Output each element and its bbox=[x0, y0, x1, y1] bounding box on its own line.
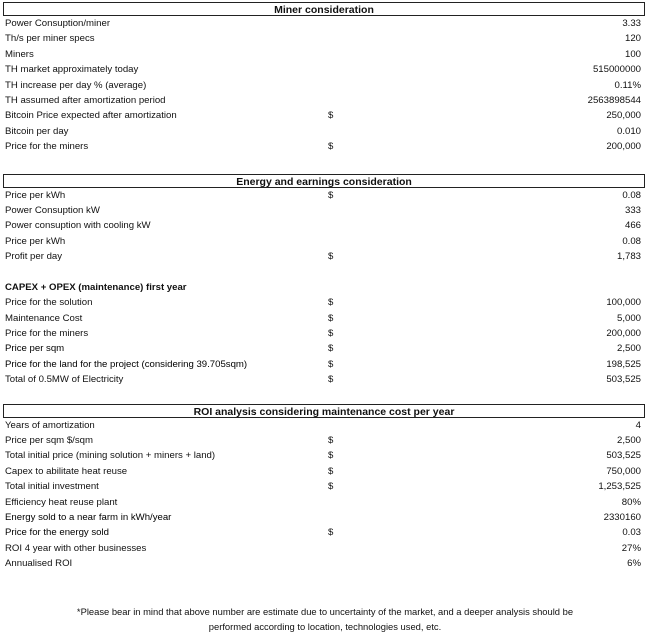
row-value: 5,000 bbox=[616, 312, 641, 324]
spreadsheet bbox=[3, 2, 645, 572]
footnote bbox=[0, 604, 650, 634]
row-value: 466 bbox=[624, 220, 641, 232]
table-row bbox=[3, 495, 645, 510]
table-row bbox=[3, 124, 645, 139]
row-value: 120 bbox=[624, 33, 641, 45]
row-label: Price for the miners bbox=[5, 328, 89, 340]
table-row bbox=[3, 418, 645, 433]
currency-symbol: $ bbox=[328, 374, 334, 386]
roi-rows bbox=[3, 418, 645, 572]
row-value: 1,783 bbox=[616, 251, 641, 263]
row-value: 4 bbox=[635, 419, 641, 431]
table-row bbox=[3, 203, 645, 218]
table-row bbox=[3, 139, 645, 154]
table-row bbox=[3, 479, 645, 494]
section-spacer bbox=[3, 388, 645, 404]
currency-symbol: $ bbox=[328, 434, 334, 446]
currency-symbol: $ bbox=[328, 358, 334, 370]
energy-rows bbox=[3, 188, 645, 388]
row-label: Power Consuption/miner bbox=[5, 18, 111, 29]
row-value: 6% bbox=[627, 558, 641, 570]
row-label: Price for the miners bbox=[5, 141, 89, 153]
row-label: Capex to abilitate heat reuse bbox=[5, 465, 128, 477]
table-row bbox=[3, 448, 645, 463]
currency-symbol: $ bbox=[328, 465, 334, 477]
row-value: 3.33 bbox=[622, 18, 641, 29]
row-value: 333 bbox=[624, 204, 641, 216]
table-row bbox=[3, 464, 645, 479]
capex-subheading: CAPEX + OPEX (maintenance) first year bbox=[5, 281, 187, 293]
table-row bbox=[3, 525, 645, 540]
row-label: Total of 0.5MW of Electricity bbox=[5, 374, 124, 386]
row-label: TH increase per day % (average) bbox=[5, 79, 147, 91]
row-value: 0.08 bbox=[622, 235, 641, 247]
footnote-line-1: *Please bear in mind that above number are estimate due to uncertainty of the market, and a deeper analysis should be bbox=[76, 606, 574, 617]
row-value: 250,000 bbox=[606, 110, 641, 122]
row-value: 198,525 bbox=[606, 358, 641, 370]
section-spacer bbox=[3, 155, 645, 174]
row-value: 27% bbox=[621, 542, 641, 554]
row-value: 100,000 bbox=[606, 297, 641, 309]
row-label: ROI 4 year with other businesses bbox=[5, 542, 147, 554]
row-label: Power Consuption kW bbox=[5, 204, 100, 216]
currency-symbol: $ bbox=[328, 297, 334, 309]
row-value: 100 bbox=[624, 48, 641, 60]
row-value: 0.08 bbox=[622, 189, 641, 201]
table-row bbox=[3, 341, 645, 356]
row-value: 2,500 bbox=[616, 343, 641, 355]
row-label: Total initial price (mining solution + miners + land) bbox=[5, 450, 216, 462]
row-label: Th/s per miner specs bbox=[5, 33, 95, 45]
currency-symbol: $ bbox=[328, 110, 334, 122]
row-value: 0.010 bbox=[616, 125, 641, 137]
table-row bbox=[3, 311, 645, 326]
row-label: Annualised ROI bbox=[5, 558, 73, 570]
table-row bbox=[3, 326, 645, 341]
row-value: 2,500 bbox=[616, 434, 641, 446]
row-label: Price per sqm $/sqm bbox=[5, 434, 93, 446]
empty-row bbox=[3, 264, 645, 279]
currency-symbol: $ bbox=[328, 450, 334, 462]
energy-section-title: Energy and earnings consideration bbox=[3, 174, 645, 188]
row-label: Miners bbox=[5, 48, 34, 60]
row-label: Bitcoin per day bbox=[5, 125, 69, 137]
row-label: Energy sold to a near farm in kWh/year bbox=[5, 511, 172, 523]
table-row bbox=[3, 234, 645, 249]
table-row bbox=[3, 295, 645, 310]
row-label: TH market approximately today bbox=[5, 64, 139, 76]
table-row bbox=[3, 218, 645, 233]
row-value: 0.11% bbox=[614, 79, 641, 91]
currency-symbol: $ bbox=[328, 343, 334, 355]
table-row bbox=[3, 188, 645, 203]
table-row bbox=[3, 16, 645, 31]
row-label: Price for the land for the project (considering 39.705sqm) bbox=[5, 358, 248, 370]
capex-subheading-row bbox=[3, 280, 645, 295]
row-label: Price per kWh bbox=[5, 235, 66, 247]
currency-symbol: $ bbox=[328, 481, 334, 493]
row-label: TH assumed after amortization period bbox=[5, 94, 166, 106]
table-row bbox=[3, 78, 645, 93]
currency-symbol: $ bbox=[328, 312, 334, 324]
miner-section-title: Miner consideration bbox=[3, 2, 645, 16]
row-label: Efficiency heat reuse plant bbox=[5, 496, 118, 508]
table-row bbox=[3, 433, 645, 448]
table-row bbox=[3, 108, 645, 123]
currency-symbol: $ bbox=[328, 141, 334, 153]
row-value: 80% bbox=[621, 496, 641, 508]
table-row bbox=[3, 541, 645, 556]
row-value: 2330160 bbox=[603, 511, 641, 523]
table-row bbox=[3, 556, 645, 571]
row-value: 200,000 bbox=[606, 141, 641, 153]
currency-symbol: $ bbox=[328, 328, 334, 340]
row-value: 515000000 bbox=[592, 64, 641, 76]
row-value: 200,000 bbox=[606, 328, 641, 340]
table-row bbox=[3, 372, 645, 387]
table-row bbox=[3, 62, 645, 77]
row-label: Price for the solution bbox=[5, 297, 93, 309]
row-value: 503,525 bbox=[606, 374, 641, 386]
currency-symbol: $ bbox=[328, 189, 334, 201]
row-label: Years of amortization bbox=[5, 419, 95, 431]
miner-rows bbox=[3, 16, 645, 155]
table-row bbox=[3, 93, 645, 108]
row-label: Price for the energy sold bbox=[5, 527, 109, 539]
currency-symbol: $ bbox=[328, 251, 334, 263]
row-label: Profit per day bbox=[5, 251, 63, 263]
row-label: Power consuption with cooling kW bbox=[5, 220, 151, 232]
table-row bbox=[3, 510, 645, 525]
table-row bbox=[3, 47, 645, 62]
row-value: 750,000 bbox=[606, 465, 641, 477]
row-label: Price per sqm bbox=[5, 343, 65, 355]
row-value: 503,525 bbox=[606, 450, 641, 462]
roi-section-title: ROI analysis considering maintenance cost per year bbox=[3, 404, 645, 418]
row-label: Price per kWh bbox=[5, 189, 66, 201]
row-value: 0.03 bbox=[622, 527, 641, 539]
row-value: 1,253,525 bbox=[598, 481, 641, 493]
row-label: Maintenance Cost bbox=[5, 312, 83, 324]
table-row bbox=[3, 249, 645, 264]
row-label: Total initial investment bbox=[5, 481, 99, 493]
row-value: 2563898544 bbox=[587, 94, 641, 106]
row-label: Bitcoin Price expected after amortization bbox=[5, 110, 177, 122]
footnote-line-2: performed according to location, technologies used, etc. bbox=[208, 621, 442, 632]
table-row bbox=[3, 31, 645, 46]
table-row bbox=[3, 357, 645, 372]
currency-symbol: $ bbox=[328, 527, 334, 539]
